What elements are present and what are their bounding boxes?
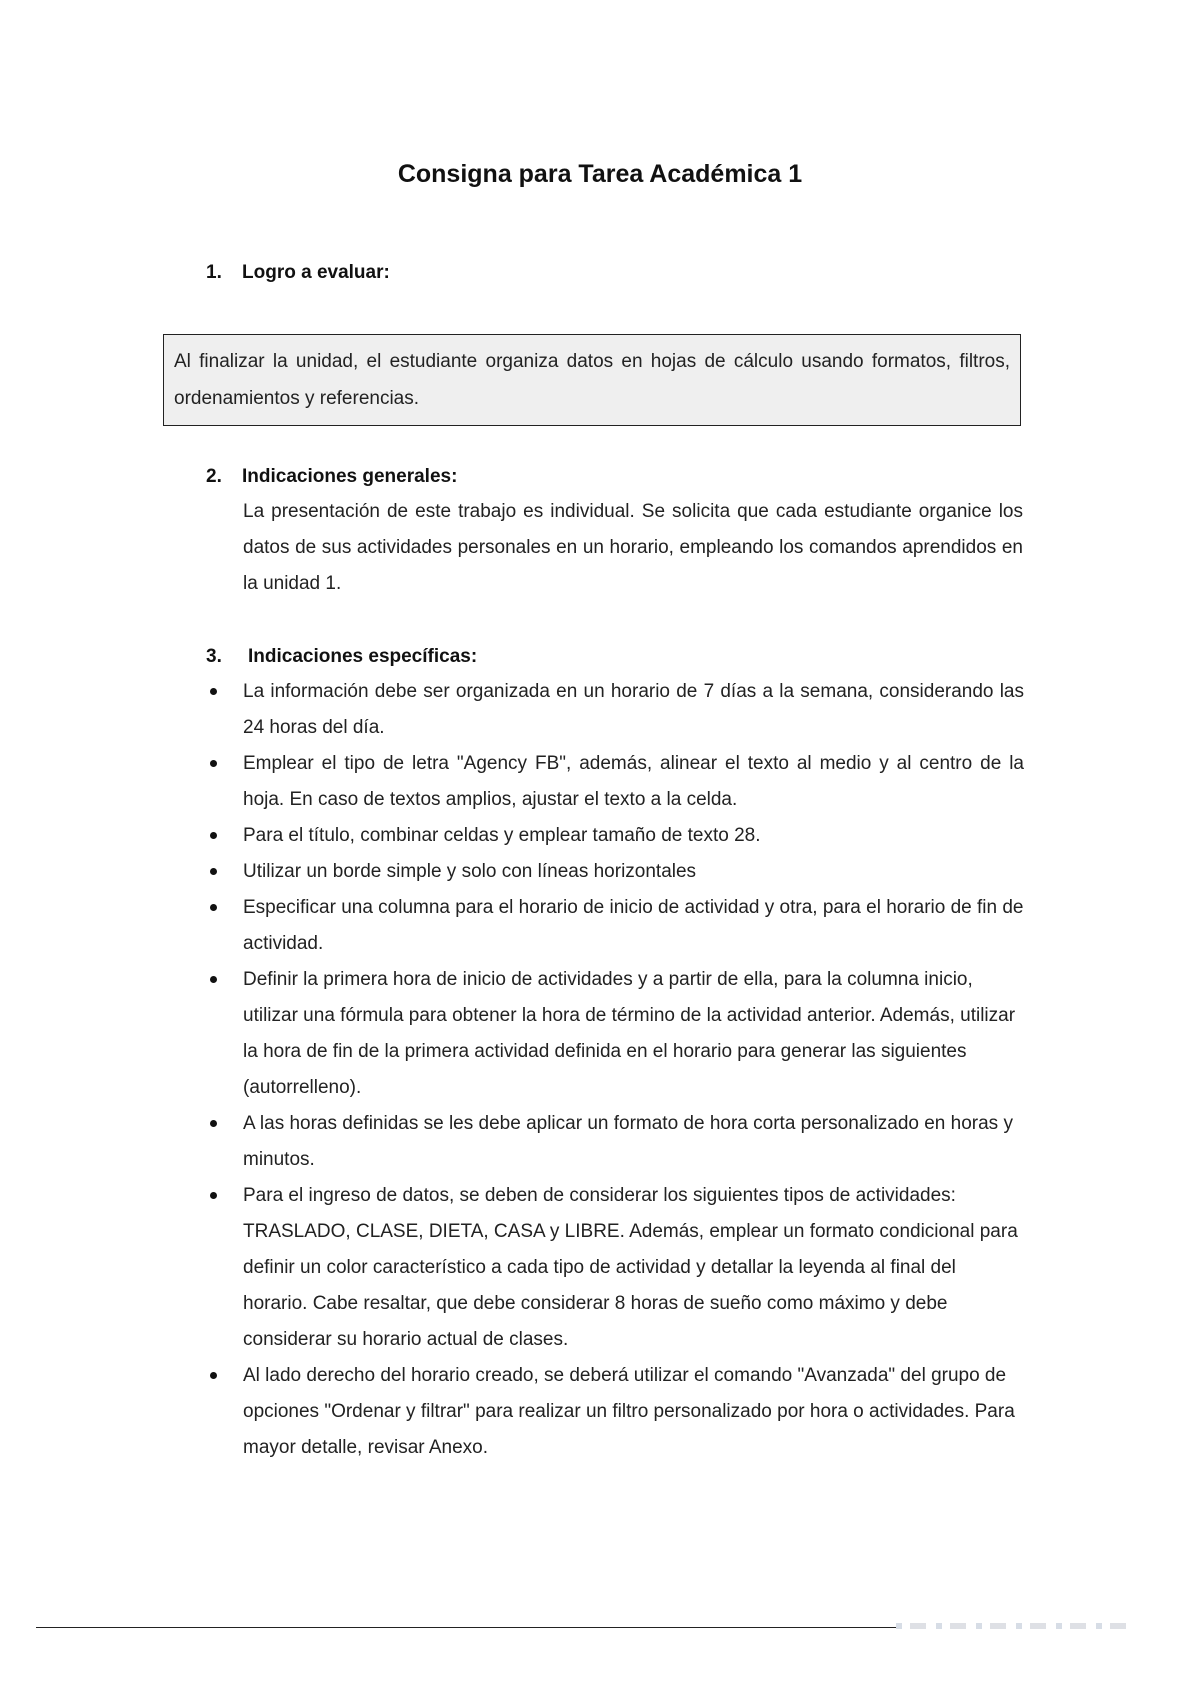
section-heading-especificas: [206, 646, 477, 668]
footer-faint-mark: [896, 1623, 1136, 1629]
bullet-icon: [210, 868, 217, 875]
bullet-icon: [210, 1192, 217, 1199]
list-item: [206, 962, 1024, 1106]
bullet-icon: [210, 688, 217, 695]
list-item-text: Especificar una columna para el horario de inicio de actividad y otra, para el horario de fin de actividad.: [243, 897, 1024, 954]
section-heading-logro: [206, 262, 390, 284]
list-item-text: A las horas definidas se les debe aplicar un formato de hora corta personalizado en horas y minutos.: [243, 1113, 1013, 1170]
list-item: [206, 674, 1024, 746]
list-item-text: Para el título, combinar celdas y emplear tamaño de texto 28.: [243, 825, 761, 846]
list-item: [206, 746, 1024, 818]
list-item-text: La información debe ser organizada en un horario de 7 días a la semana, considerando las 24 horas del día.: [243, 681, 1024, 738]
section-title: Indicaciones generales:: [242, 466, 458, 487]
list-item: [206, 854, 1024, 890]
logro-box: Al finalizar la unidad, el estudiante organiza datos en hojas de cálculo usando formatos, filtros, ordenamientos y referencias.: [163, 334, 1021, 426]
list-item-text: Emplear el tipo de letra "Agency FB", además, alinear el texto al medio y al centro de la hoja. En caso de textos amplios, ajustar el texto a la celda.: [243, 753, 1024, 810]
section-number: 2.: [206, 466, 222, 487]
bullet-icon: [210, 1120, 217, 1127]
bullet-icon: [210, 760, 217, 767]
list-item: [206, 1106, 1024, 1178]
document-title: Consigna para Tarea Académica 1: [397, 160, 803, 188]
section-title: Logro a evaluar:: [242, 262, 390, 283]
list-item-text: Al lado derecho del horario creado, se deberá utilizar el comando "Avanzada" del grupo de opciones "Ordenar y filtrar" para realizar un filtro personalizado por hora o actividades. Para mayor detalle, revisar Anexo.: [243, 1365, 1015, 1458]
list-item: [206, 1358, 1024, 1466]
section-title: Indicaciones específicas:: [248, 646, 478, 667]
bullet-icon: [210, 976, 217, 983]
section-number: 1.: [206, 262, 222, 283]
section-number: 3.: [206, 646, 222, 667]
list-item: [206, 1178, 1024, 1358]
bullet-icon: [210, 904, 217, 911]
list-item-text: Utilizar un borde simple y solo con líneas horizontales: [243, 861, 697, 882]
footer-rule: [36, 1627, 896, 1628]
list-item: [206, 890, 1024, 962]
bullet-icon: [210, 832, 217, 839]
list-item-text: Definir la primera hora de inicio de actividades y a partir de ella, para la columna inicio, utilizar una fórmula para obtener la hora de término de la actividad anterior. Además, utilizar la hora de fin de la primera actividad definida en el horario para generar las siguientes (autorrelleno).: [243, 969, 1016, 1098]
list-item-text: Para el ingreso de datos, se deben de considerar los siguientes tipos de actividades: TRASLADO, CLASE, DIETA, CASA y LIBRE. Además, emplear un formato condicional para definir un color característico a cada tipo de actividad y detallar la leyenda al final del horario. Cabe resaltar, que debe considerar 8 horas de sueño como máximo y debe considerar su horario actual de clases.: [243, 1185, 1018, 1350]
section-heading-generales: [206, 466, 457, 488]
bullet-icon: [210, 1372, 217, 1379]
list-item: [206, 818, 1024, 854]
general-instructions-paragraph: La presentación de este trabajo es individual. Se solicita que cada estudiante organice los datos de sus actividades personales en un horario, empleando los comandos aprendidos en la unidad 1.: [243, 501, 1023, 594]
specific-instructions-list: [206, 674, 1024, 1466]
